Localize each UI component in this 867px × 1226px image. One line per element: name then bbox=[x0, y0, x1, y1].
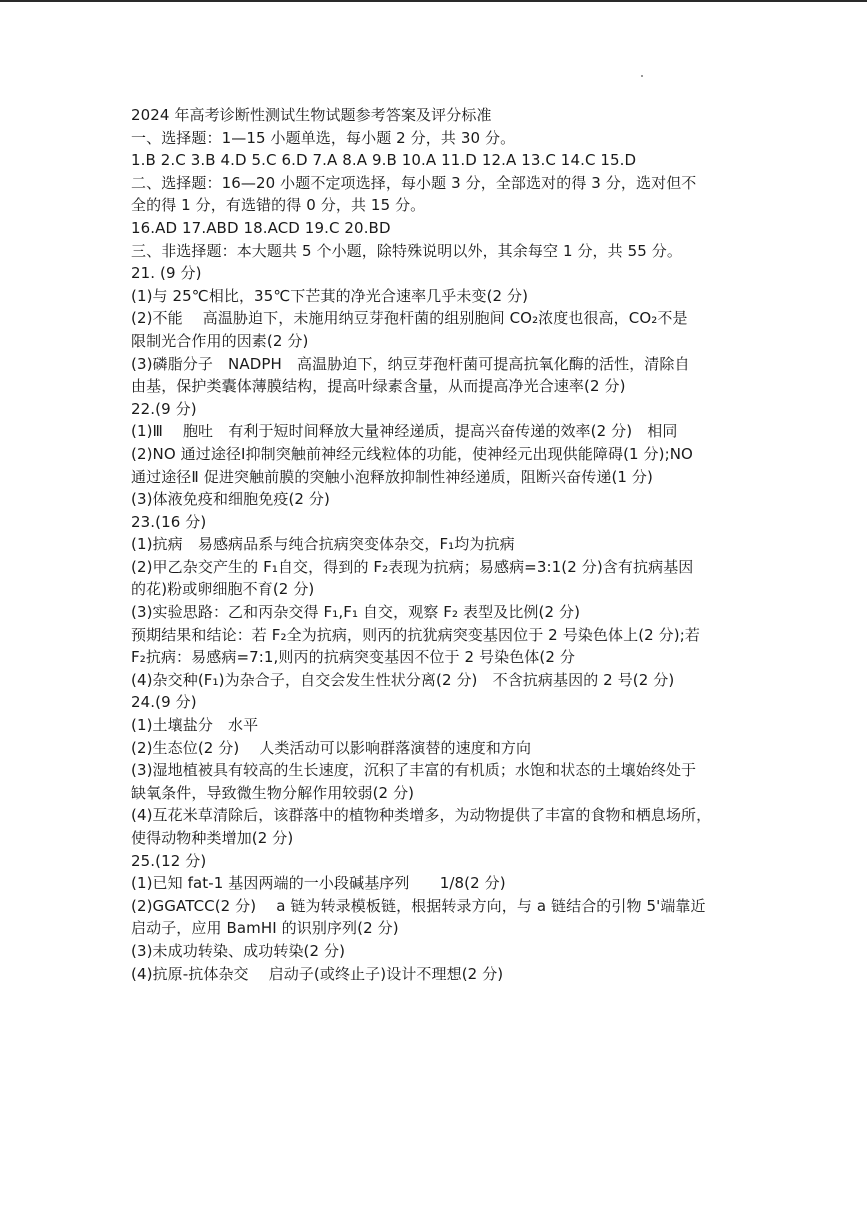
q21-answer-2-cont: 限制光合作用的因素(2 分) bbox=[131, 331, 309, 350]
answer-key-document bbox=[131, 104, 751, 985]
scan-speck bbox=[641, 75, 643, 77]
section-2-heading-cont: 全的得 1 分，有选错的得 0 分，共 15 分。 bbox=[131, 196, 426, 215]
q23-answer-3-prediction-cont: F₂抗病：易感病=7:1,则丙的抗病突变基因不位于 2 号染色体(2 分 bbox=[131, 648, 575, 667]
q23-answer-3: (3)实验思路：乙和丙杂交得 F₁,F₁ 自交，观察 F₂ 表型及比例(2 分) bbox=[131, 603, 581, 622]
q22-answer-1: (1)Ⅲ 胞吐 有利于短时间释放大量神经递质，提高兴奋传递的效率(2 分) 相同 bbox=[131, 422, 678, 441]
q24-answer-1: (1)土壤盐分 水平 bbox=[131, 716, 259, 735]
question-23-heading: 23.(16 分) bbox=[131, 512, 207, 531]
q21-answer-3-cont: 由基，保护类囊体薄膜结构，提高叶绿素含量，从而提高净光合速率(2 分) bbox=[131, 377, 626, 396]
q21-answer-1: (1)与 25℃相比，35℃下芒萁的净光合速率几乎未变(2 分) bbox=[131, 286, 529, 305]
section-1-answers: 1.B 2.C 3.B 4.D 5.C 6.D 7.A 8.A 9.B 10.A 11.D 12.A 13.C 14.C 15.D bbox=[131, 151, 637, 170]
question-21-heading: 21. (9 分) bbox=[131, 264, 202, 283]
q24-answer-2: (2)生态位(2 分) 人类活动可以影响群落演替的速度和方向 bbox=[131, 738, 532, 757]
question-22-heading: 22.(9 分) bbox=[131, 399, 197, 418]
q22-answer-2-cont: 通过途径Ⅱ 促进突触前膜的突触小泡释放抑制性神经递质，阻断兴奋传递(1 分) bbox=[131, 467, 653, 486]
q23-answer-2: (2)甲乙杂交产生的 F₁自交，得到的 F₂表现为抗病；易感病=3:1(2 分)含有抗病基因 bbox=[131, 557, 694, 576]
section-2-answers: 16.AD 17.ABD 18.ACD 19.C 20.BD bbox=[131, 218, 391, 237]
q21-answer-3: (3)磷脂分子 NADPH 高温胁迫下，纳豆芽孢杆菌可提高抗氧化酶的活性，清除自 bbox=[131, 354, 690, 373]
question-24-heading: 24.(9 分) bbox=[131, 693, 197, 712]
q24-answer-3: (3)湿地植被具有较高的生长速度，沉积了丰富的有机质；水饱和状态的土壤始终处于 bbox=[131, 761, 697, 780]
q25-answer-1: (1)已知 fat-1 基因两端的一小段碱基序列 1/8(2 分) bbox=[131, 874, 506, 893]
q23-answer-2-cont: 的花)粉或卵细胞不育(2 分) bbox=[131, 580, 315, 599]
section-1-heading: 一、选择题：1—15 小题单选，每小题 2 分，共 30 分。 bbox=[131, 128, 516, 147]
q25-answer-2: (2)GGATCC(2 分) a 链为转录模板链，根据转录方向，与 a 链结合的引物 5'端靠近 bbox=[131, 896, 706, 915]
q21-answer-2: (2)不能 高温胁迫下，未施用纳豆芽孢杆菌的组别胞间 CO₂浓度也很高，CO₂不是 bbox=[131, 309, 688, 328]
q25-answer-3: (3)未成功转染、成功转染(2 分) bbox=[131, 941, 346, 960]
q22-answer-2: (2)NO 通过途径Ⅰ抑制突触前神经元线粒体的功能，使神经元出现供能障碍(1 分);NO bbox=[131, 444, 693, 463]
q23-answer-3-prediction: 预期结果和结论：若 F₂全为抗病，则丙的抗犹病突变基因位于 2 号染色体上(2 分);若 bbox=[131, 625, 700, 644]
q23-answer-1: (1)抗病 易感病品系与纯合抗病突变体杂交，F₁均为抗病 bbox=[131, 535, 515, 554]
document-title: 2024 年高考诊断性测试生物试题参考答案及评分标准 bbox=[131, 106, 492, 124]
q24-answer-4-cont: 使得动物种类增加(2 分) bbox=[131, 829, 294, 847]
q24-answer-3-cont: 缺氧条件，导致微生物分解作用较弱(2 分) bbox=[131, 783, 415, 802]
section-2-heading: 二、选择题：16—20 小题不定项选择，每小题 3 分，全部选对的得 3 分，选对但不 bbox=[131, 173, 697, 192]
section-3-heading: 三、非选择题：本大题共 5 个小题，除特殊说明以外，其余每空 1 分，共 55 分。 bbox=[131, 241, 682, 260]
q25-answer-4: (4)抗原-抗体杂交 启动子(或终止子)设计不理想(2 分) bbox=[131, 964, 504, 983]
q24-answer-4: (4)互花米草清除后，该群落中的植物种类增多，为动物提供了丰富的食物和栖息场所， bbox=[131, 806, 712, 825]
q25-answer-2-cont: 启动子，应用 BamHI 的识别序列(2 分) bbox=[131, 919, 399, 938]
question-25-heading: 25.(12 分) bbox=[131, 851, 207, 870]
q23-answer-4: (4)杂交种(F₁)为杂合子，自交会发生性状分离(2 分) 不含抗病基因的 2 号(2 分) bbox=[131, 670, 675, 689]
top-border-rule bbox=[0, 0, 867, 2]
q22-answer-3: (3)体液免疫和细胞免疫(2 分) bbox=[131, 490, 330, 509]
